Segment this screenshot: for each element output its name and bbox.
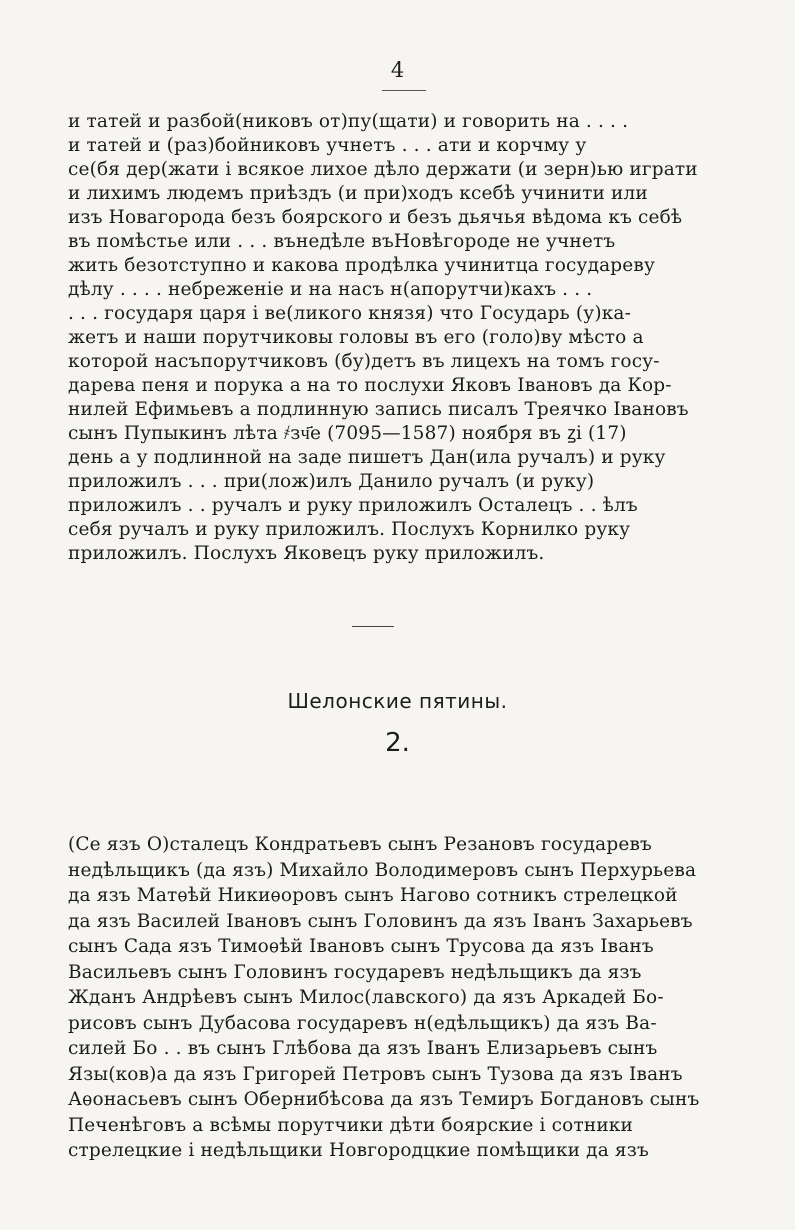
page-number: 4 (390, 58, 405, 82)
text-block-record-1 (68, 110, 738, 566)
text-line: день а у подлинной на заде пишетъ Дан(ила ручалъ) и руку (68, 447, 666, 468)
text-line: дарева пеня и порука а на то послухи Яковъ Івановъ да Кор- (68, 375, 672, 396)
text-line: которой насъпорутчиковъ (бу)детъ въ лицехъ на томъ госу- (68, 351, 660, 372)
text-line: Васильевъ сынъ Головинъ государевъ недѣльщикъ да язъ (68, 961, 642, 983)
text-line: . . . государя царя і ве(ликого князя) что Государь (у)ка- (68, 303, 631, 324)
text-line: жетъ и наши порутчиковы головы въ его (голо)ву мѣсто а (68, 327, 644, 348)
section-number: 2. (385, 728, 410, 758)
text-line: да язъ Матѳѣй Никиѳоровъ сынъ Нагово сотникъ стрелецкой (68, 885, 678, 906)
text-line: Язы(ков)а да язъ Григорей Петровъ сынъ Тузова да язъ Іванъ (68, 1063, 683, 1085)
text-line: приложилъ . . ручалъ и руку приложилъ Осталецъ . . ѣлъ (68, 495, 638, 516)
text-line: нилей Ефимьевъ а подлинную запись писалъ Треячко Івановъ (68, 399, 689, 420)
text-line: сынъ Пупыкинъ лѣта ҂зч҃е (7095—1587) ноября въ ꙁі (17) (68, 423, 627, 444)
text-line: (Се язъ О)сталецъ Кондратьевъ сынъ Резановъ государевъ (68, 834, 652, 855)
text-line: се(бя дер(жати і всякое лихое дѣло держати (и зерн)ью играти (68, 159, 698, 180)
section-title: Шелонские пятины. (287, 689, 508, 713)
text-block-record-2 (68, 832, 738, 1164)
text-line: Аѳонасьевъ сынъ Обернибѣсова да язъ Темиръ Богдановъ сынъ (68, 1089, 700, 1110)
text-line: и лихимъ людемъ приѣздъ (и при)ходъ ксебѣ учинити или (68, 183, 648, 204)
text-line: силей Бо . . въ сынъ Глѣбова да язъ Іванъ Елизарьевъ сынъ (68, 1038, 658, 1059)
page-number-rule (382, 90, 426, 91)
text-line: рисовъ сынъ Дубасова государевъ н(едѣльщикъ) да язъ Ва- (68, 1012, 657, 1034)
text-line: и татей и разбой(никовъ от)пу(щати) и говорить на . . . . (68, 111, 629, 132)
text-line: Печенѣговъ а всѣмы порутчики дѣти боярские і сотники (68, 1114, 633, 1136)
text-line: Жданъ Андрѣевъ сынъ Милос(лавского) да язъ Аркадей Бо- (68, 987, 664, 1008)
text-line: приложилъ . . . при(лож)илъ Данило ручалъ (и руку) (68, 471, 595, 492)
text-line: въ помѣстье или . . . вънедѣле въНовѣгороде не учнетъ (68, 231, 616, 252)
text-line: себя ручалъ и руку приложилъ. Послухъ Корнилко руку (68, 519, 631, 540)
text-line: да язъ Василей Івановъ сынъ Головинъ да язъ Іванъ Захарьевъ (68, 910, 693, 932)
text-line: сынъ Сада язъ Тимоѳѣй Івановъ сынъ Трусова да язъ Іванъ (68, 936, 654, 957)
text-line: изъ Новагорода безъ боярского и безъ дьячья вѣдома къ себѣ (68, 207, 683, 228)
text-line: приложилъ. Послухъ Яковецъ руку приложилъ. (68, 543, 545, 564)
text-line: жить безотступно и какова продѣлка учинитца государеву (68, 255, 655, 276)
text-line: стрелецкие і недѣльщики Новгородцкие помѣщики да язъ (68, 1140, 649, 1161)
text-line: дѣлу . . . . небреженіе и на насъ н(апорутчи)кахъ . . . (68, 279, 593, 300)
section-divider (352, 626, 394, 627)
text-line: и татей и (раз)бойниковъ учнетъ . . . ати и корчму у (68, 135, 587, 156)
text-line: недѣльщикъ (да язъ) Михайло Володимеровъ сынъ Перхурьева (68, 859, 697, 881)
